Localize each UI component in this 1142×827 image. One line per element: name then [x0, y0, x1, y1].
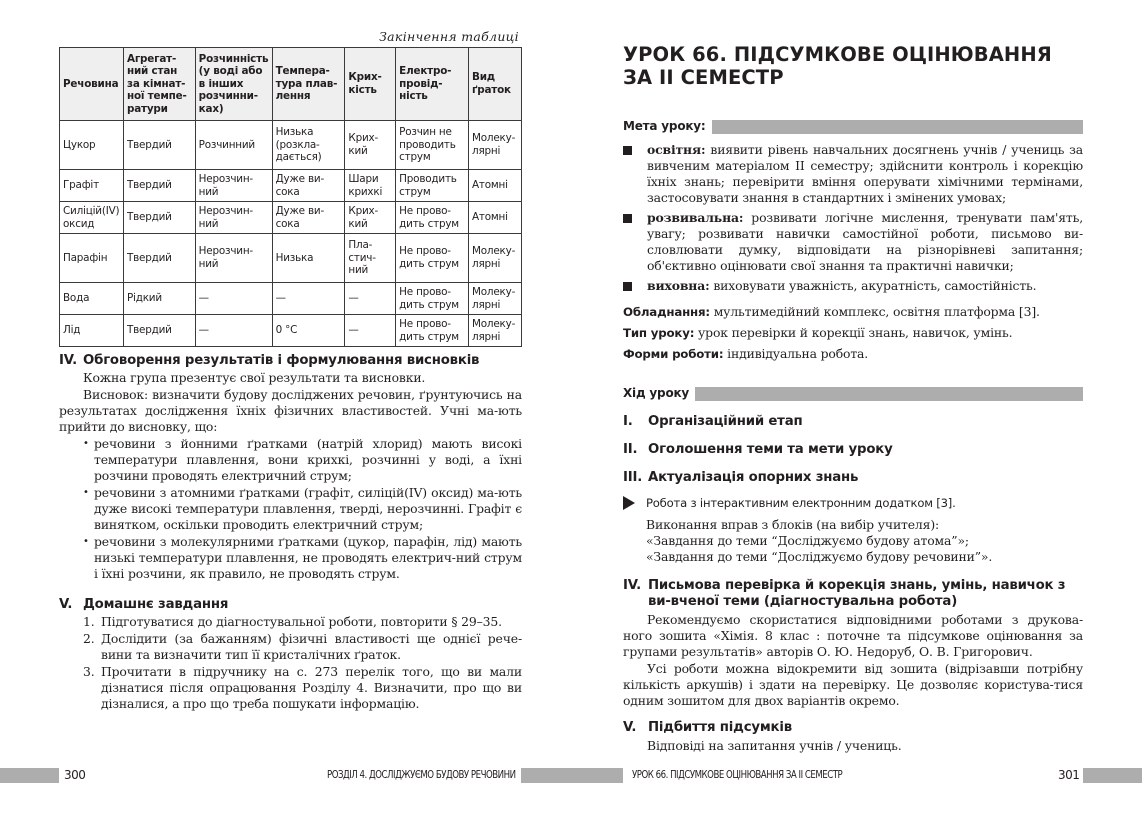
- square-bullet-icon: [623, 282, 632, 291]
- lesson-title: УРОК 66. ПІДСУМКОВЕ ОЦІНЮВАННЯ ЗА ІІ СЕМЕСТР: [623, 43, 1052, 89]
- table-header-cell: Електро-провід-ність: [396, 48, 469, 121]
- table-cell: Пла-стич-ний: [345, 234, 396, 283]
- list-item: освітня: виявити рівень навчальних досягнень учнів / учениць за вивченим матеріалом ІІ семестру; здійснити контроль і корекцію їхніх знань; перевірити вміння оперувати хімічними термінами, застосовувати знання в стандартних і змінених умовах;: [623, 142, 1083, 206]
- bullet-icon: •: [83, 487, 89, 498]
- table-header-cell: Вид ґраток: [469, 48, 522, 121]
- stage-4: IV. Письмова перевірка й корекція знань, умінь, навичок з ви-вченої теми (діагностувальна робота): [623, 578, 1066, 609]
- square-bullet-icon: [623, 146, 632, 155]
- table-cell: Розчин не проводить струм: [396, 121, 469, 170]
- lesson-goal-label: Мета уроку:: [623, 119, 1083, 134]
- table-cell: 0 °C: [272, 315, 345, 347]
- table-cell: Нерозчин-ний: [195, 234, 272, 283]
- table-row: [60, 234, 522, 283]
- table-cell: Силіцій(IV) оксид: [60, 202, 124, 234]
- table-cell: Проводить струм: [396, 170, 469, 202]
- table-cell: Нерозчин-ний: [195, 170, 272, 202]
- list-item: 2. Дослідити (за бажанням) фізичні властивості ще однієї рече-вини та визначити тип її кристалічних ґраток.: [83, 631, 522, 662]
- running-head: РОЗДІЛ 4. ДОСЛІДЖУЄМО БУДОВУ РЕЧОВИНИ: [327, 769, 516, 781]
- table-header-cell: Розчинність (у воді або в інших розчинни-ках): [195, 48, 272, 121]
- table-cell: —: [272, 283, 345, 315]
- divider-bar: [695, 387, 1083, 401]
- table-cell: Лід: [60, 315, 124, 347]
- stage-1: I. Організаційний етап: [623, 414, 803, 429]
- page-number: 301: [1058, 768, 1080, 782]
- table-cell: Твердий: [123, 170, 195, 202]
- stage-3: III. Актуалізація опорних знань: [623, 470, 859, 485]
- footer-bar: [571, 768, 623, 783]
- page-right: [571, 0, 1142, 827]
- table-cell: Низька (розкла-дається): [272, 121, 345, 170]
- list-item: • речовини з йонними ґратками (натрій хлорид) мають високі температури плавлення, вони крихкі, розчинні у воді, а їхні розчини проводять електричний струм;: [83, 436, 522, 483]
- goals-list: [623, 142, 1083, 298]
- list-item: виховна: виховувати уважність, акуратність, самостійність.: [623, 278, 1083, 294]
- lesson-type-line: Тип уроку: урок перевірки й корекції знань, навичок, умінь.: [623, 325, 1013, 340]
- table-header-cell: Агрегат-ний стан за кімнат-ної темпе-ратури: [123, 48, 195, 121]
- running-head: УРОК 66. ПІДСУМКОВЕ ОЦІНЮВАННЯ ЗА ІІ СЕМЕСТР: [632, 769, 843, 781]
- list-item: 3. Прочитати в підручнику на с. 273 перелік того, що ви мали дізнатися після опрацювання Розділу 4. Визначити, про що ви дізналися, а про що треба пошукати інформацію.: [83, 664, 522, 711]
- table-cell: Крих-кий: [345, 121, 396, 170]
- table-cell: Не прово-дить струм: [396, 202, 469, 234]
- paragraph: Висновок: визначити будову досліджених речовин, ґрунтуючись на результатах дослідження їхніх фізичних властивостей. Учні ма-ють прийти до висновку, що:: [59, 387, 522, 434]
- table-cell: Молеку-лярні: [469, 234, 522, 283]
- bullet-icon: •: [83, 438, 89, 449]
- paragraph: Відповіді на запитання учнів / учениць.: [647, 738, 902, 753]
- substance-properties-table: [59, 47, 522, 347]
- table-row: [60, 315, 522, 347]
- table-cell: —: [345, 283, 396, 315]
- table-row: [60, 121, 522, 170]
- table-cell: Атомні: [469, 170, 522, 202]
- interactive-task-line: Робота з інтерактивним електронним додатком [3].: [623, 495, 956, 511]
- table-cell: Твердий: [123, 121, 195, 170]
- table-cell: Молеку-лярні: [469, 315, 522, 347]
- table-cell: Вода: [60, 283, 124, 315]
- footer-bar: [1083, 768, 1142, 783]
- table-cell: Цукор: [60, 121, 124, 170]
- table-cell: Дуже ви-сока: [272, 202, 345, 234]
- table-cell: Розчинний: [195, 121, 272, 170]
- lesson-course-label: Хід уроку: [623, 386, 1083, 401]
- table-cell: Молеку-лярні: [469, 121, 522, 170]
- table-caption: Закінчення таблиці: [379, 29, 519, 44]
- table-cell: Нерозчин-ний: [195, 202, 272, 234]
- table-header-cell: Речовина: [60, 48, 124, 121]
- section-title: Домашнє завдання: [83, 597, 229, 612]
- stage-5: V. Підбиття підсумків: [623, 720, 792, 735]
- footer-bar: [0, 768, 59, 783]
- equipment-line: Обладнання: мультимедійний комплекс, освітня платформа [3].: [623, 304, 1040, 319]
- table-cell: Графіт: [60, 170, 124, 202]
- section-number: IV.: [59, 353, 77, 368]
- table-cell: Твердий: [123, 315, 195, 347]
- table-row: [60, 202, 522, 234]
- section-number: V.: [59, 597, 73, 612]
- table-cell: —: [195, 315, 272, 347]
- list-item: • речовини з атомними ґратками (графіт, силіцій(IV) оксид) ма-ють дуже високі температури плавлення, тверді, нерозчинні. Графіт є винятком, оскільки проводить електричний струм;: [83, 485, 522, 532]
- table-cell: Не прово-дить струм: [396, 283, 469, 315]
- table-cell: —: [195, 283, 272, 315]
- table-cell: Не прово-дить струм: [396, 315, 469, 347]
- bullet-icon: •: [83, 536, 89, 547]
- exercises-block: Виконання вправ з блоків (на вибір учителя): «Завдання до теми “Досліджуємо будову атома”»; «Завдання до теми “Досліджуємо будову речовини”».: [646, 517, 993, 564]
- paragraph: Рекомендуємо скористатися відповідними роботами з друкова-ного зошита «Хімія. 8 клас : поточне та підсумкове оцінювання за групами результатів» авторів О. Ю. Недоруб, О. В. Григорович.: [623, 612, 1083, 659]
- table-cell: Шари крихкі: [345, 170, 396, 202]
- list-item: розвивальна: розвивати логічне мислення, тренувати пам'ять, увагу; розвивати навички самостійної роботи, письмово ви-словлювати думку, відповідати на різнорівневі запитання; об'єктивно оцінювати свої знання та практичні навички;: [623, 210, 1083, 274]
- page-number: 300: [64, 768, 86, 782]
- stage-2: II. Оголошення теми та мети уроку: [623, 442, 893, 457]
- table-cell: —: [345, 315, 396, 347]
- table-row: [60, 283, 522, 315]
- table-row: [60, 170, 522, 202]
- play-triangle-icon: [623, 496, 635, 510]
- conclusion-bullet-list: [83, 436, 522, 582]
- table-cell: Низька: [272, 234, 345, 283]
- table-cell: Твердий: [123, 234, 195, 283]
- table-cell: Атомні: [469, 202, 522, 234]
- divider-bar: [712, 120, 1083, 134]
- section-title: Обговорення результатів і формулювання висновків: [83, 353, 480, 368]
- list-item: • речовини з молекулярними ґратками (цукор, парафін, лід) мають низькі температури плавлення, не проводять електрич-ний струм і їхні розчини, як правило, не проводять струм.: [83, 534, 522, 581]
- table-cell: Не прово-дить струм: [396, 234, 469, 283]
- table-cell: Рідкий: [123, 283, 195, 315]
- square-bullet-icon: [623, 214, 632, 223]
- homework-list: [83, 614, 522, 712]
- footer-bar: [521, 768, 571, 783]
- table-cell: Крих-кий: [345, 202, 396, 234]
- list-item: 1. Підготуватися до діагностувальної роботи, повторити § 29–35.: [83, 614, 502, 629]
- table-header-row: [60, 48, 522, 121]
- table-header-cell: Крих-кість: [345, 48, 396, 121]
- work-forms-line: Форми роботи: індивідуальна робота.: [623, 346, 869, 361]
- table-cell: Парафін: [60, 234, 124, 283]
- section-4-heading: [59, 353, 479, 369]
- table-cell: Молеку-лярні: [469, 283, 522, 315]
- table-cell: Твердий: [123, 202, 195, 234]
- table-cell: Дуже ви-сока: [272, 170, 345, 202]
- table-header-cell: Темпера-тура плав-лення: [272, 48, 345, 121]
- paragraph: Кожна група презентує свої результати та висновки.: [83, 370, 426, 385]
- paragraph: Усі роботи можна відокремити від зошита (відрізавши потрібну кількість аркушів) і здати на перевірку. Це дозволяє користува-тися одним зошитом для двох варіантів окремо.: [623, 661, 1083, 708]
- section-5-heading: [59, 597, 228, 613]
